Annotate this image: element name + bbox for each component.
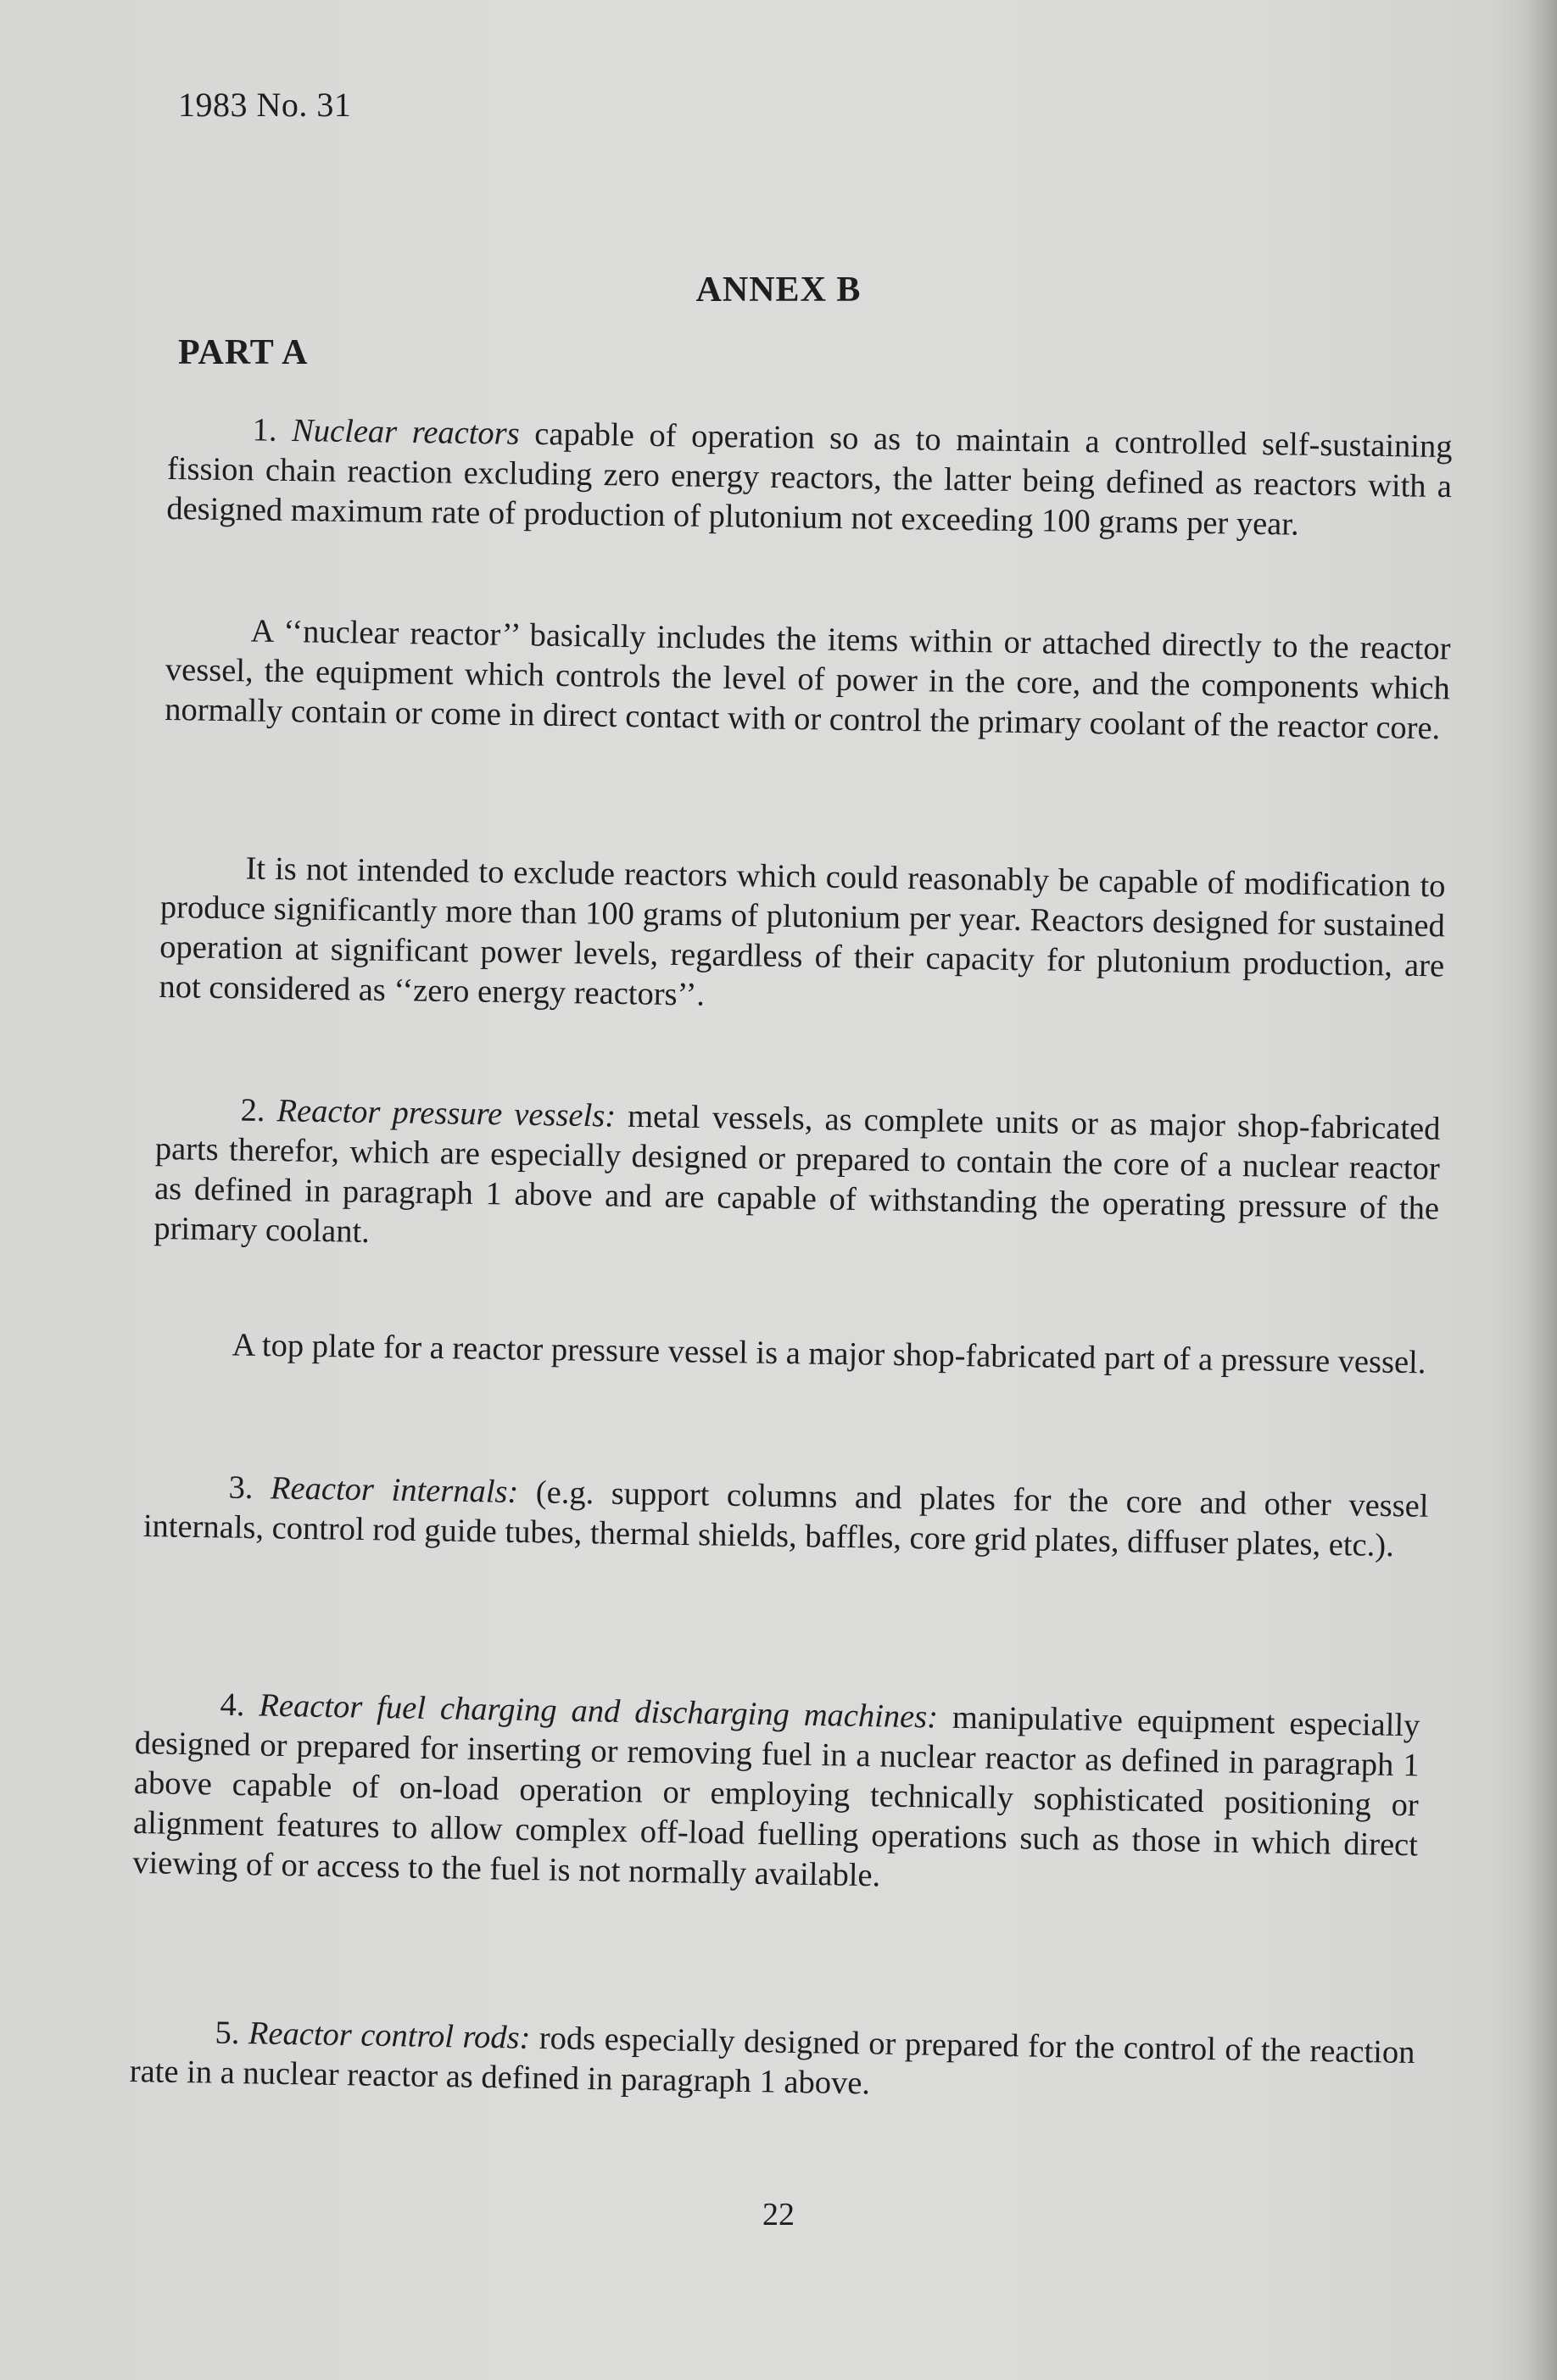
item-text: capable of operation so as to maintain a controlled self-sustaining fission chain reaction excluding zero energy reactors, the latter being defined as reactors with a designed maximum rate of production of plutonium not exceeding 100 grams per year.	[166, 415, 1453, 543]
paragraph-text: A ‘‘nuclear reactor’’ basically includes the items within or attached directly to the reactor vessel, the equipment which controls the level of power in the core, and the components which normally contain or come in direct contact with or control the primary coolant of the reactor core.	[164, 613, 1451, 747]
item-term: Reactor internals:	[270, 1470, 519, 1510]
page-edge-shadow	[1523, 0, 1557, 2380]
item-number: 1.	[252, 412, 277, 449]
item-4-paragraph	[132, 1684, 1420, 1905]
item-term: Reactor fuel charging and discharging machines:	[259, 1687, 939, 1736]
item-number: 3.	[228, 1469, 254, 1507]
item-2-paragraph	[153, 1090, 1441, 1269]
item-text: metal vessels, as complete units or as major shop-fabricated parts therefor, which are especially designed or prepared to contain the core of a nuclear reactor as defined in paragraph 1 above and are capable of withstanding the operating pressure of the primary coolant.	[153, 1098, 1441, 1250]
page-number: 22	[762, 2197, 795, 2232]
item-1-paragraph	[166, 410, 1453, 547]
item-term: Nuclear reactors	[291, 413, 520, 452]
item-5-paragraph	[129, 2012, 1415, 2113]
exclusion-note	[159, 848, 1446, 1026]
item-3-paragraph	[143, 1467, 1429, 1567]
item-text: (e.g. support columns and plates for the core and other vessel internals, control rod guide tubes, thermal shields, baffles, core grid plates, diffuser plates, etc.).	[142, 1474, 1429, 1564]
item-number: 2.	[240, 1092, 265, 1129]
annex-title: ANNEX B	[695, 270, 862, 309]
document-reference: 1983 No. 31	[178, 86, 352, 124]
item-text: rods especially designed or prepared for the control of the reaction rate in a nuclear reactor as defined in paragraph 1 above.	[129, 2020, 1415, 2102]
paragraph-text: A top plate for a reactor pressure vessel is a major shop-fabricated part of a pressure vessel.	[232, 1327, 1426, 1381]
top-plate-note	[147, 1324, 1432, 1383]
paragraph-text: It is not intended to exclude reactors which could reasonably be capable of modification to produce significantly more than 100 grams of plutonium per year. Reactors designed for sustained operation at significant power levels, regardless of their capacity for plutonium production, are not considered as ‘‘zero energy reactors’’.	[159, 850, 1446, 1013]
item-number: 5.	[215, 2015, 240, 2052]
item-text: manipulative equipment especially designed or prepared for inserting or removing fuel in a nuclear reactor as defined in paragraph 1 above capable of on-load operation or employing technically sophisticated positioning or alignment features to allow complex off-load fuelling operations such as those in which direct viewing of or access to the fuel is not normally available.	[131, 1699, 1420, 1894]
nuclear-reactor-definition	[165, 610, 1451, 749]
item-term: Reactor control rods:	[248, 2015, 531, 2056]
item-number: 4.	[220, 1686, 245, 1724]
part-heading: PART A	[178, 333, 309, 372]
item-term: Reactor pressure vessels:	[276, 1093, 617, 1134]
